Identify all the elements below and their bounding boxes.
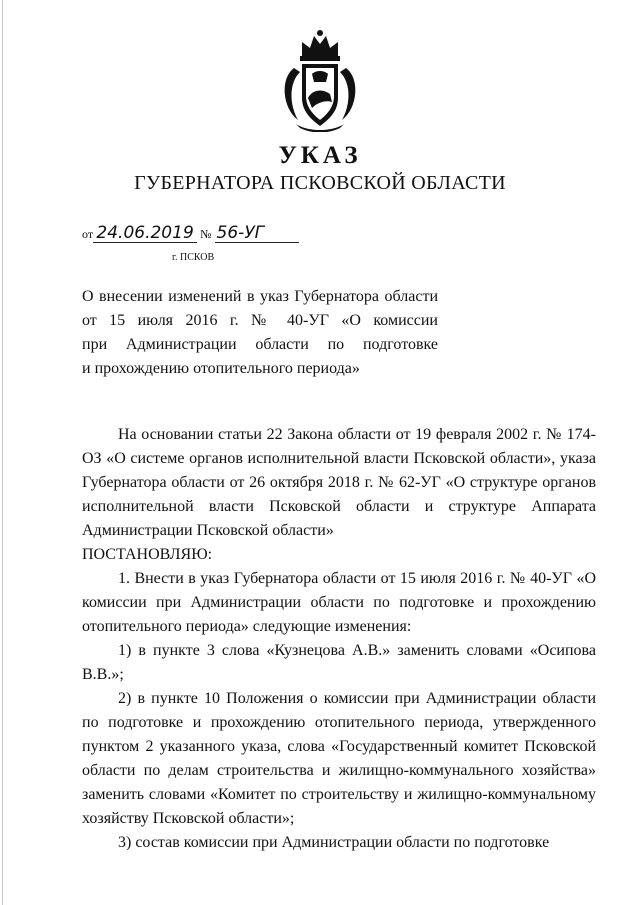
document-subtitle: ГУБЕРНАТОРА ПСКОВСКОЙ ОБЛАСТИ	[134, 172, 506, 194]
preamble-paragraph: На основании статьи 22 Закона области от 19 февраля 2002 г. № 174-ОЗ «О системе органов исполнительной власти Псковской области», указа Губернатора области от 26 октября 2018 г. № 62-УГ «О структуре органов исполнительной власти Псковской области и структуре Аппарата Администрации Псковской области»	[82, 426, 596, 539]
pskov-coat-of-arms-icon	[272, 28, 368, 132]
subject-line: от 15 июля 2016 г. № 40-УГ «О комиссии	[82, 312, 438, 329]
number-label: №	[200, 227, 212, 241]
decree-word: ПОСТАНОВЛЯЮ:	[82, 546, 213, 563]
subitem-3-paragraph: 3) состав комиссии при Администрации области по подготовке	[118, 834, 550, 851]
subject-line: О внесении изменений в указ Губернатора области	[82, 288, 438, 305]
scan-edge-line	[2, 0, 3, 905]
document-title: УКАЗ	[278, 142, 362, 169]
decree-subject	[82, 285, 438, 381]
city-label: г. ПСКОВ	[172, 252, 215, 263]
decree-body	[82, 423, 596, 855]
registration-line	[82, 224, 299, 243]
subject-line: и прохождению отопительного периода»	[82, 360, 360, 377]
handwritten-number: 56-УГ	[215, 224, 299, 243]
subject-line: при Администрации области по подготовке	[82, 336, 438, 353]
item-1-paragraph: 1. Внести в указ Губернатора области от 15 июля 2016 г. № 40-УГ «О комиссии при Администрации области по подготовке и прохождению отопительного периода» следующие изменения:	[82, 570, 596, 635]
subitem-1-paragraph: 1) в пункте 3 слова «Кузнецова А.В.» заменить словами «Осипова В.В.»;	[82, 642, 596, 683]
handwritten-date: 24.06.2019	[93, 224, 197, 243]
subitem-2-paragraph: 2) в пункте 10 Положения о комиссии при Администрации области по подготовке и прохождению отопительного периода, утвержденного пунктом 2 указанного указа, слова «Государственный комитет Псковской области по делам строительства и жилищно-коммунального хозяйства» заменить словами «Комитет по строительству и жилищно-коммунальному хозяйству Псковской области»;	[82, 690, 596, 827]
from-label: от	[82, 227, 94, 241]
